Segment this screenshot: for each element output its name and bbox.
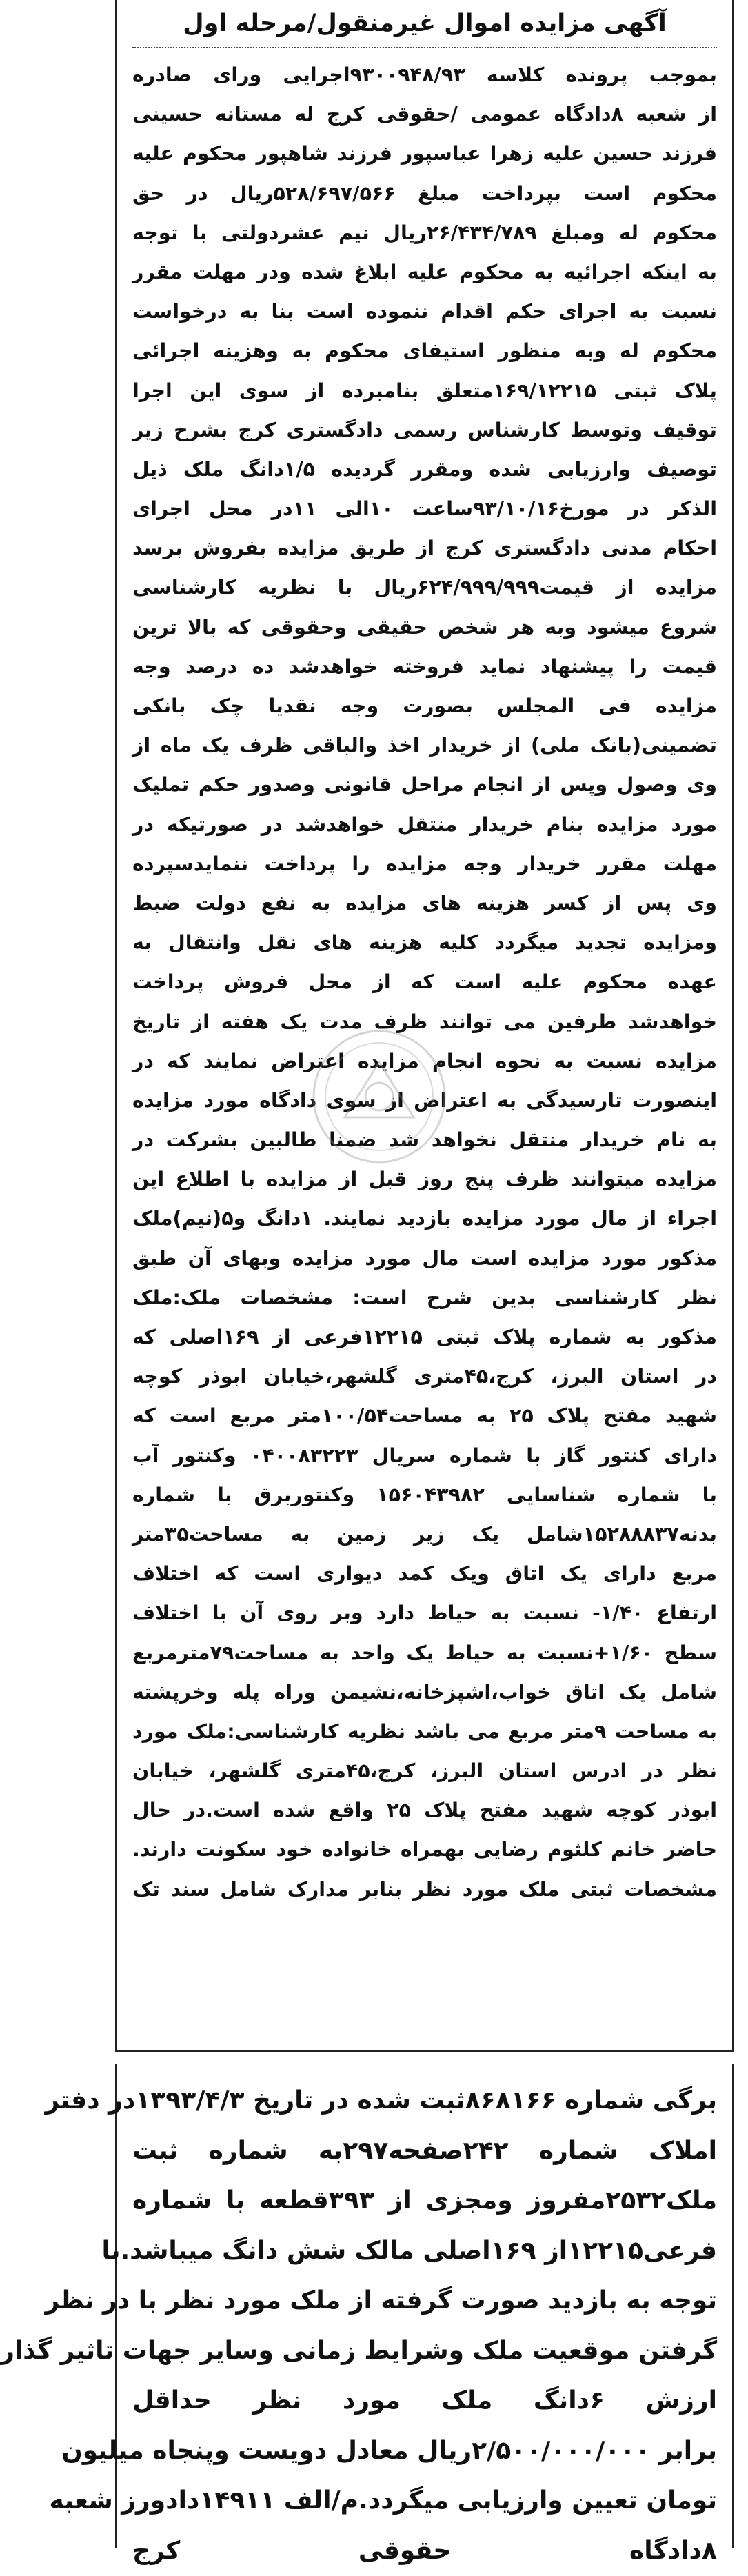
notice-continuation-body [132,2076,717,2576]
text-line: مربع دارای یک اتاق ویک کمد دیواری است که اختلاف [132,1554,717,1593]
text-line: محکوم است بپرداخت مبلغ ۵۲۸/۶۹۷/۵۶۶ریال در حق [132,174,717,213]
text-line: مزایده نسبت به نحوه انجام مزایده اعتراض نمایند که در [132,1041,717,1081]
text-line: ملک۲۵۳۲مفروز ومجزی از ۳۹۳قطعه با شماره [132,2176,717,2226]
text-line: مورد مزایده بنام خریدار منتقل خواهدشد در صورتیکه در [132,805,717,844]
text-line: شهید مفتح پلاک ۲۵ به مساحت۱۰۰/۵۴متر مربع است که [132,1396,717,1435]
text-line: ارتفاع ۱/۴۰- نسبت به حیاط دارد وبر روی آن با اختلاف [132,1593,717,1633]
text-line: با شماره شناسایی ۱۵۶۰۴۳۹۸۲ وکنتوربرق با شماره [132,1475,717,1515]
text-line: دارای کنتور گاز با شماره سریال ۰۴۰۰۸۳۲۲۳ وکنتور آب [132,1436,717,1475]
text-line: قیمت را پیشنهاد نماید فروخته خواهدشد ده درصد وجه [132,647,717,686]
text-line: مذکور مورد مزایده است مال مورد مزایده وبهای آن طبق [132,1239,717,1278]
text-line: سطح ۱/۶۰+نسبت به حیاط یک واحد به مساحت۷۹مترمربع [132,1633,717,1673]
text-line: خواهدشد طرفین می توانند ظرف مدت یک هفته از تاریخ [132,1002,717,1041]
text-line: اینصورت تارسیدگی به اعتراض از سوی دادگاه مورد مزایده [132,1081,717,1120]
text-line: ابوذر کوچه شهید مفتح پلاک ۲۵ واقع شده است.در حال [132,1790,717,1830]
text-line: ومزایده تجدید میگردد کلیه هزینه های نقل وانتقال به [132,923,717,962]
text-line: فرزند حسین علیه زهرا عباسپور فرزند شاهپور محکوم علیه [132,134,717,173]
text-line: محکوم له وبه منظور استیفای محکوم به وهزینه اجرائی [132,331,717,370]
text-line: شروع میشود وبه هر شخص حقیقی وحقوقی که بالا ترین [132,608,717,647]
text-line: به مساحت ۹متر مربع می باشد نظریه کارشناسی:ملک مورد [132,1712,717,1751]
text-line: فرعی۱۲۲۱۵از ۱۶۹اصلی مالک شش دانگ میباشد.با [132,2226,717,2277]
text-line: در استان البرز، کرج،۴۵متری گلشهر،خیابان ابوذر کوچه [132,1357,717,1396]
text-line: نظر در ادرس استان البرز، کرج،۴۵متری گلشهر، خیابان [132,1751,717,1790]
text-line: به اینکه اجرائیه به محکوم علیه ابلاغ شده ودر مهلت مقرر [132,252,717,292]
text-line: پلاک ثبتی ۱۶۹/۱۲۲۱۵متعلق بنامبرده از سوی این اجرا [132,371,717,410]
text-line: مهلت مقرر خریدار وجه مزایده را پرداخت ننمایدسپرده [132,844,717,883]
text-line: محکوم له ومبلغ ۲۶/۴۳۴/۷۸۹ریال نیم عشردولتی با توجه [132,213,717,252]
text-line: شامل یک اتاق خواب،اشپزخانه،نشیمن وراه پله وخرپشته [132,1673,717,1712]
text-line: گرفتن موقعیت ملک وشرایط زمانی وسایر جهات تاثیر گذار [132,2326,717,2377]
text-line: توجه به بازدید صورت گرفته از ملک مورد نظر با در نظر [132,2276,717,2326]
text-line: مزایده میتوانند ظرف پنج روز قبل از مزایده با اطلاع این [132,1159,717,1199]
text-line: به نام خریدار منتقل نخواهد شد ضمنا طالبین بشرکت در [132,1120,717,1159]
text-line: ۸دادگاه حقوقی کرج [132,2526,717,2576]
text-line: تومان تعیین وارزیابی میگردد.م/الف ۱۴۹۱۱دادورز شعبه [132,2476,717,2526]
text-line: حاضر خانم کلثوم رضایی بهمراه خانواده خود سکونت دارند. [132,1830,717,1869]
text-line: مزایده از قیمت۶۲۴/۹۹۹/۹۹۹ریال با نظریه کارشناسی [132,568,717,607]
text-line: مشخصات ثبتی ملک مورد نظر بنابر مدارک شامل سند تک [132,1870,717,1909]
text-line: وی وصول وپس از انجام مراحل قانونی وصدور حکم تملیک [132,765,717,804]
text-line: برگی شماره ۸۶۸۱۶۶ثبت شده در تاریخ ۱۳۹۳/۴/۳در دفتر [132,2076,717,2126]
text-line: نظر کارشناسی بدین شرح است: مشخصات ملک:ملک [132,1278,717,1317]
text-line: ارزش ۶دانگ ملک مورد نظر حداقل [132,2376,717,2426]
text-line: املاک شماره ۲۴۲صفحه۲۹۷به شماره ثبت [132,2126,717,2177]
text-line: توقیف وتوسط کارشناس رسمی دادگستری کرج بشرح زیر [132,410,717,450]
text-line: برابر ۲/۵۰۰/۰۰۰/۰۰۰ریال معادل دویست وپنجاه میلیون [132,2426,717,2477]
text-line: از شعبه ۸دادگاه عمومی /حقوقی کرج له مستانه حسینی [132,94,717,134]
notice-continuation-column [115,2064,734,2548]
notice-title: آگهی مزایده اموال غیرمنقول/مرحله اول [132,4,717,48]
text-line: نسبت به اجرای حکم اقدام ننموده است بنا به درخواست [132,292,717,331]
auction-notice-clipping [115,0,734,2548]
text-line: توصیف وارزیابی شده ومقرر گردیده ۱/۵دانگ ملک ذیل [132,450,717,489]
text-line: الذکر در مورخ۹۳/۱۰/۱۶ساعت ۱۰الی ۱۱در محل اجرای [132,489,717,528]
text-line: اجراء از مال مورد مزایده بازدید نمایند. ۱دانگ و۵(نیم)ملک [132,1199,717,1238]
text-line: مذکور به شماره پلاک ثبتی ۱۲۲۱۵فرعی از ۱۶۹اصلی که [132,1317,717,1357]
notice-body [132,55,717,1909]
text-line: عهده محکوم علیه است که از محل فروش پرداخت [132,962,717,1001]
text-line: بموجب پرونده کلاسه ۹۳۰۰۹۴۸/۹۳اجرایی ورای صادره [132,55,717,94]
text-line: وی پس از کسر هزینه های مزایده به نفع دولت ضبط [132,883,717,923]
text-line: بدنه۱۵۲۸۸۸۳۷شامل یک زیر زمین به مساحت۳۵متر [132,1515,717,1554]
text-line: احکام مدنی دادگستری کرج از طریق مزایده بفروش برسد [132,528,717,568]
notice-main-column [115,0,734,2052]
text-line: مزایده فی المجلس بصورت وجه نقدیا چک بانکی [132,686,717,726]
text-line: تضمینی(بانک ملی) از خریدار اخذ والباقی ظرف یک ماه از [132,726,717,765]
